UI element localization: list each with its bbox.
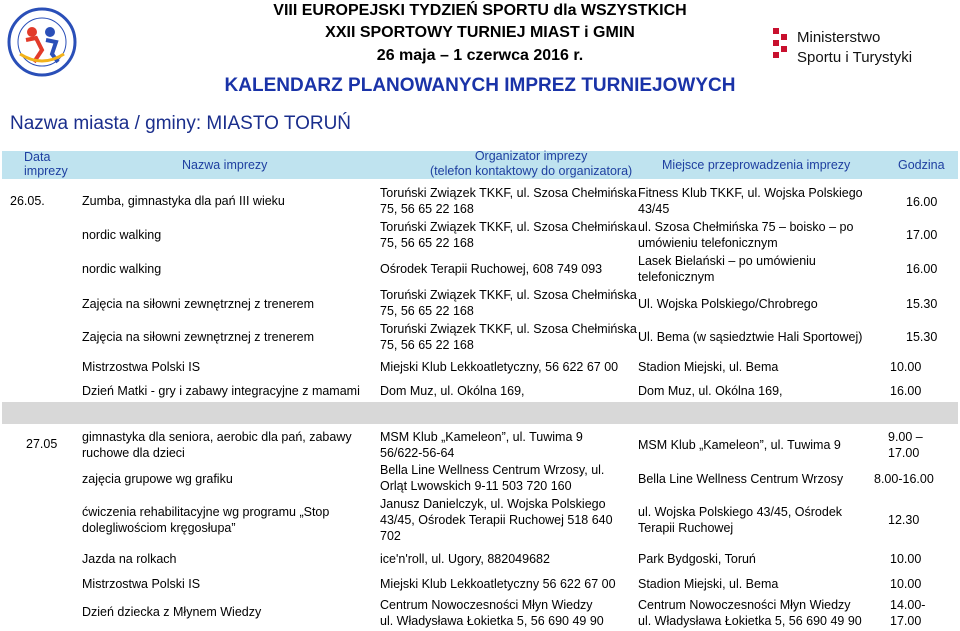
row-venue: Ul. Bema (w sąsiedztwie Hali Sportowej) xyxy=(638,330,863,344)
col-time-header: Godzina xyxy=(898,158,945,172)
row-name: Jazda na rolkach xyxy=(82,552,177,566)
row-organizer-phone: 75, 56 65 22 168 xyxy=(380,202,474,216)
day-separator xyxy=(2,402,958,424)
col-organizer-header: Organizator imprezy (telefon kontaktowy do organizatora) xyxy=(430,149,633,178)
row-venue-2: 43/45 xyxy=(638,202,670,216)
row-date: 27.05 xyxy=(26,437,58,451)
row-organizer: Ośrodek Terapii Ruchowej, 608 749 093 xyxy=(380,262,603,276)
row-time: 8.00-16.00 xyxy=(874,472,934,486)
row-organizer-2: ul. Władysława Łokietka 5, 56 690 49 90 xyxy=(380,614,604,628)
row-venue: ul. Wojska Polskiego 43/45, Ośrodek xyxy=(638,505,843,519)
row-time: 15.30 xyxy=(906,330,938,344)
ministry-name-line2: Sportu i Turystyki xyxy=(797,49,913,66)
row-venue: Dom Muz, ul. Okólna 169, xyxy=(638,384,783,398)
row-organizer: Toruński Związek TKKF, ul. Szosa Chełmińska xyxy=(380,288,637,302)
row-time: 14.00- xyxy=(890,598,926,612)
row-venue: Park Bydgoski, Toruń xyxy=(638,552,756,566)
row-name-2: dolegliwościom kręgosłupa” xyxy=(82,521,236,535)
row-venue: Ul. Wojska Polskiego/Chrobrego xyxy=(638,297,818,311)
row-organizer-phone: 75, 56 65 22 168 xyxy=(380,338,474,352)
row-time-2: 17.00 xyxy=(890,614,922,628)
row-time: 15.30 xyxy=(906,297,938,311)
row-name: nordic walking xyxy=(82,262,162,276)
table-header xyxy=(2,151,958,179)
event-title: VIII EUROPEJSKI TYDZIEŃ SPORTU dla WSZYSTKICH xyxy=(273,2,687,19)
row-name: Zajęcia na siłowni zewnętrznej z trenerem xyxy=(82,330,315,344)
row-date: 26.05. xyxy=(10,194,45,208)
row-organizer-3: 702 xyxy=(380,529,401,543)
row-name-2: ruchowe dla dzieci xyxy=(82,446,185,460)
row-organizer: Toruński Związek TKKF, ul. Szosa Chełmińska xyxy=(380,322,637,336)
col-name-header: Nazwa imprezy xyxy=(182,158,268,172)
row-venue-2: umówieniu telefonicznym xyxy=(638,236,778,250)
row-time: 10.00 xyxy=(890,552,922,566)
row-time: 10.00 xyxy=(890,360,922,374)
row-organizer: Miejski Klub Lekkoatletyczny, 56 622 67 00 xyxy=(380,360,619,374)
row-venue: Stadion Miejski, ul. Bema xyxy=(638,360,779,374)
row-organizer-phone: 56/622-56-64 xyxy=(380,446,455,460)
row-organizer-phone: 75, 56 65 22 168 xyxy=(380,236,474,250)
row-time: 16.00 xyxy=(906,262,938,276)
row-name: Dzień Matki - gry i zabawy integracyjne z mamami xyxy=(82,384,360,398)
row-venue: MSM Klub „Kameleon”, ul. Tuwima 9 xyxy=(638,438,841,452)
event-dates: 26 maja – 1 czerwca 2016 r. xyxy=(376,47,584,64)
row-venue: Lasek Bielański – po umówieniu xyxy=(638,254,816,268)
row-name: Zumba, gimnastyka dla pań III wieku xyxy=(82,194,285,208)
row-time: 12.30 xyxy=(888,513,920,527)
row-organizer: ice'n'roll, ul. Ugory, 882049682 xyxy=(380,552,550,566)
row-organizer: Bella Line Wellness Centrum Wrzosy, ul. xyxy=(380,463,605,477)
row-venue: Stadion Miejski, ul. Bema xyxy=(638,577,779,591)
row-organizer: Toruński Związek TKKF, ul. Szosa Chełmińska xyxy=(380,186,637,200)
row-organizer: Centrum Nowoczesności Młyn Wiedzy xyxy=(380,598,593,612)
row-time: 16.00 xyxy=(890,384,922,398)
row-time: 9.00 – xyxy=(888,430,923,444)
row-organizer: Toruński Związek TKKF, ul. Szosa Chełmińska xyxy=(380,220,637,234)
event-subtitle: XXII SPORTOWY TURNIEJ MIAST i GMIN xyxy=(325,24,635,41)
row-name: zajęcia grupowe wg grafiku xyxy=(82,472,233,486)
row-name: ćwiczenia rehabilitacyjne wg programu „Stop xyxy=(82,505,330,519)
row-venue-2: Terapii Ruchowej xyxy=(638,521,734,535)
row-organizer: Janusz Danielczyk, ul. Wojska Polskiego xyxy=(380,497,606,511)
col-venue-header: Miejsce przeprowadzenia imprezy xyxy=(662,158,851,172)
row-name: gimnastyka dla seniora, aerobic dla pań, zabawy xyxy=(82,430,352,444)
city-label: Nazwa miasta / gminy: MIASTO TORUŃ xyxy=(10,113,352,134)
row-venue: Bella Line Wellness Centrum Wrzosy xyxy=(638,472,844,486)
row-name: Dzień dziecka z Młynem Wiedzy xyxy=(82,605,262,619)
row-venue: ul. Szosa Chełmińska 75 – boisko – po xyxy=(638,220,854,234)
row-venue-2: telefonicznym xyxy=(638,270,715,284)
row-organizer: Dom Muz, ul. Okólna 169, xyxy=(380,384,525,398)
calendar-title: KALENDARZ PLANOWANYCH IMPREZ TURNIEJOWYCH xyxy=(224,75,736,96)
ministry-name-line1: Ministerstwo xyxy=(797,29,881,46)
row-venue: Centrum Nowoczesności Młyn Wiedzy xyxy=(638,598,851,612)
row-time: 10.00 xyxy=(890,577,922,591)
row-time-2: 17.00 xyxy=(888,446,920,460)
row-name: Mistrzostwa Polski IS xyxy=(82,577,201,591)
row-venue-2: ul. Władysława Łokietka 5, 56 690 49 90 xyxy=(638,614,862,628)
row-organizer: Miejski Klub Lekkoatletyczny 56 622 67 00 xyxy=(380,577,616,591)
row-organizer-phone: 75, 56 65 22 168 xyxy=(380,304,474,318)
row-organizer: MSM Klub „Kameleon”, ul. Tuwima 9 xyxy=(380,430,583,444)
row-organizer-phone: Orląt Lwowskich 9-11 503 720 160 xyxy=(380,479,572,493)
row-organizer-2: 43/45, Ośrodek Terapii Ruchowej 518 640 xyxy=(380,513,613,527)
row-venue: Fitness Klub TKKF, ul. Wojska Polskiego xyxy=(638,186,863,200)
col-date-header: Data imprezy xyxy=(24,150,68,178)
row-name: Zajęcia na siłowni zewnętrznej z trenerem xyxy=(82,297,315,311)
row-name: nordic walking xyxy=(82,228,162,242)
row-time: 17.00 xyxy=(906,228,938,242)
row-time: 16.00 xyxy=(906,195,938,209)
row-name: Mistrzostwa Polski IS xyxy=(82,360,201,374)
